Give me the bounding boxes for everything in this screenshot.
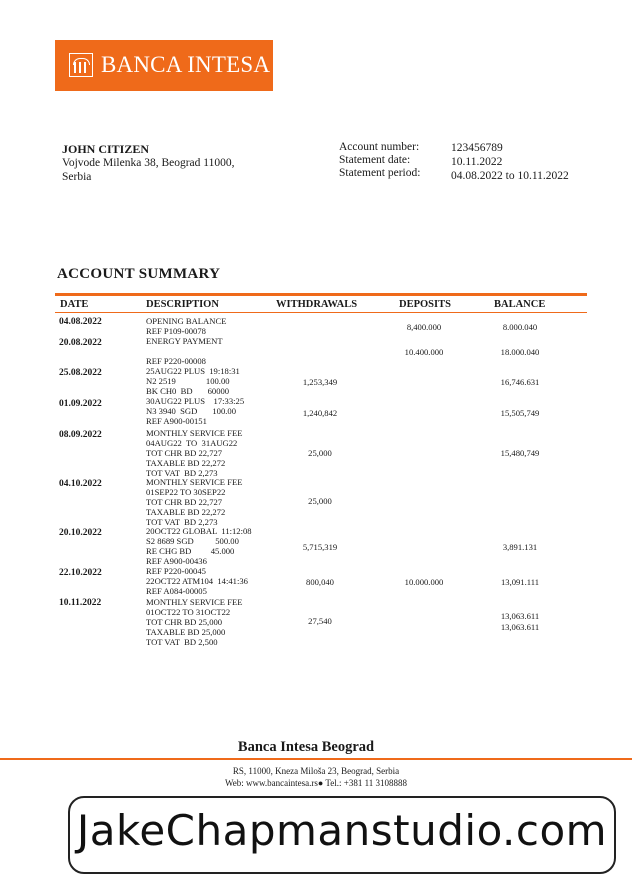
customer-address-line2: Serbia <box>62 170 92 183</box>
watermark-box <box>68 796 616 874</box>
bank-logo <box>55 40 273 91</box>
row-balance-extra: 13,063.611 <box>500 622 540 632</box>
footer-address: RS, 11000, Kneza Miloša 23, Beograd, Serbia <box>232 766 400 776</box>
statement-date-label: Statement date: <box>339 154 411 166</box>
header-description: DESCRIPTION <box>146 299 219 310</box>
summary-top-rule <box>55 293 587 296</box>
bank-emblem-icon <box>69 53 93 77</box>
row-balance: 3,891.131 <box>502 542 538 552</box>
statement-period-value: 04.08.2022 to 10.11.2022 <box>451 170 569 182</box>
header-date: DATE <box>60 299 89 310</box>
row-description: OPENING BALANCE REF P109-00078 <box>146 316 227 336</box>
row-date: 04.10.2022 <box>59 479 102 489</box>
statement-date-value: 10.11.2022 <box>451 156 503 168</box>
row-withdrawal: 800,040 <box>306 577 334 587</box>
row-date: 20.10.2022 <box>59 528 102 538</box>
row-date: 10.11.2022 <box>59 598 102 608</box>
row-balance: 13,091.111 <box>500 577 540 587</box>
row-date: 01.09.2022 <box>59 399 102 409</box>
customer-address-line1: Vojvode Milenka 38, Beograd 11000, <box>62 157 235 169</box>
row-balance: 16,746.631 <box>500 377 540 387</box>
row-description: MONTHLY SERVICE FEE 04AUG22 TO 31AUG22 TOT CHR BD 22,727 TAXABLE BD 22,272 TOT VAT BD 2,273 <box>146 428 243 478</box>
row-withdrawal: 25,000 <box>308 496 332 506</box>
account-summary-title: ACCOUNT SUMMARY <box>57 266 221 282</box>
row-deposit: 8,400.000 <box>406 322 442 332</box>
footer-rule <box>0 758 632 760</box>
row-balance: 15,505,749 <box>500 408 540 418</box>
footer-bank-name: Banca Intesa Beograd <box>237 739 375 755</box>
row-withdrawal: 1,253,349 <box>302 377 338 387</box>
row-balance: 18.000.040 <box>500 347 540 357</box>
row-date: 08.09.2022 <box>59 430 102 440</box>
header-deposits: DEPOSITS <box>399 299 451 310</box>
row-date: 20.08.2022 <box>59 338 102 348</box>
row-description: ENERGY PAYMENT <box>146 336 223 346</box>
header-withdrawals: WITHDRAWALS <box>276 299 358 310</box>
row-description: REF P220-00045 22OCT22 ATM104 14:41:36 REF A084-00005 <box>146 566 248 596</box>
header-balance: BALANCE <box>494 299 546 310</box>
watermark-text: JakeChapmanstudio.com <box>76 806 608 855</box>
row-withdrawal: 5,715,319 <box>302 542 338 552</box>
row-withdrawal: 1,240,842 <box>302 408 338 418</box>
row-date: 25.08.2022 <box>59 368 102 378</box>
row-date: 04.08.2022 <box>59 317 102 327</box>
customer-name: JOHN CITIZEN <box>62 142 150 156</box>
header-rule <box>55 312 587 313</box>
row-balance: 13,063.611 <box>500 611 540 621</box>
account-number-label: Account number: <box>339 141 420 153</box>
footer-contact: Web: www.bancaintesa.rs● Tel.: +381 11 3108888 <box>224 778 408 788</box>
row-description: MONTHLY SERVICE FEE 01SEP22 TO 30SEP22 TOT CHR BD 22,727 TAXABLE BD 22,272 TOT VAT BD 2,273 <box>146 477 243 527</box>
row-balance: 8.000.040 <box>502 322 538 332</box>
account-number-value: 123456789 <box>451 142 503 154</box>
statement-period-label: Statement period: <box>339 167 421 179</box>
row-description: 20OCT22 GLOBAL 11:12:08 S2 8689 SGD 500.00 RE CHG BD 45.000 REF A900-00436 <box>146 526 252 566</box>
bank-logo-text: BANCA INTESA <box>101 52 271 77</box>
row-deposit: 10.000.000 <box>404 577 444 587</box>
row-balance: 15,480,749 <box>500 448 540 458</box>
customer-address <box>62 157 272 184</box>
row-description: MONTHLY SERVICE FEE 01OCT22 TO 31OCT22 TOT CHR BD 25,000 TAXABLE BD 25,000 TOT VAT BD 2,500 <box>146 597 243 647</box>
row-withdrawal: 25,000 <box>308 448 332 458</box>
row-withdrawal: 27,540 <box>308 616 332 626</box>
row-description: REF P220-00008 25AUG22 PLUS 19:18:31 N2 2519 100.00 BK CH0 BD 60000 <box>146 356 240 396</box>
row-deposit: 10.400.000 <box>404 347 444 357</box>
row-date: 22.10.2022 <box>59 568 102 578</box>
row-description: 30AUG22 PLUS 17:33:25 N3 3940 SGD 100.00 REF A900-00151 <box>146 396 245 426</box>
